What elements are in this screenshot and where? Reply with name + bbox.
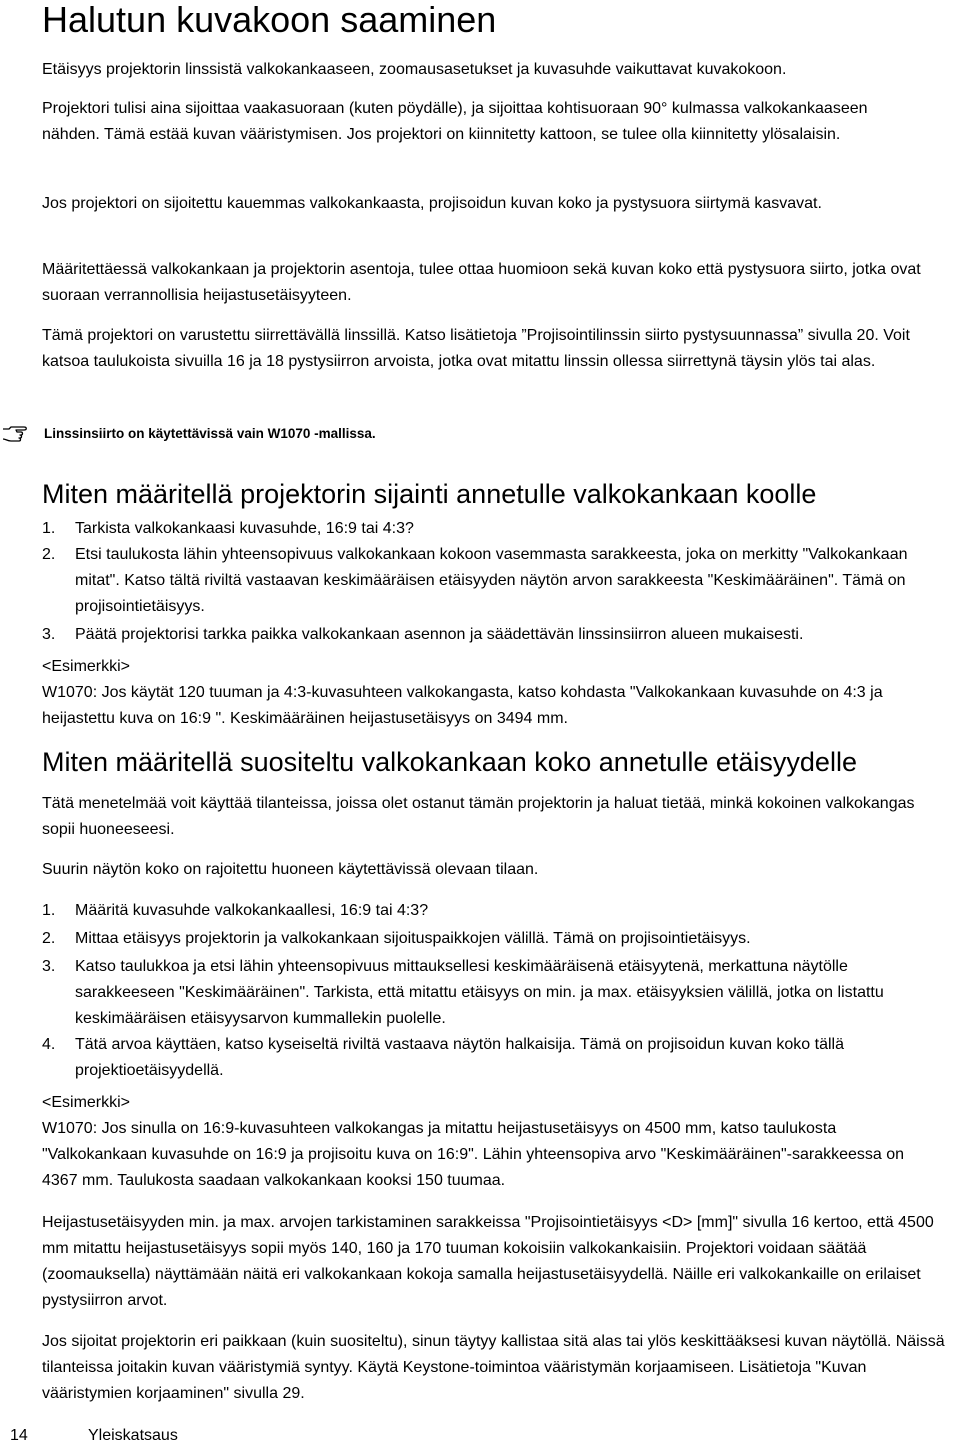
list-item [42,516,942,542]
list-item [42,954,942,1032]
example-text: W1070: Jos käytät 120 tuuman ja 4:3-kuvasuhteen valkokangasta, katso kohdasta "Valkokankaan kuvasuhde on 4:3 ja heijastettu kuva on 16:9 ". Keskimääräinen heijastusetäisyys on 3494 mm. [42,684,883,727]
list-item-text: Etsi taulukosta lähin yhteensopivuus valkokankaan kokoon vasemmasta sarakkeesta, joka on merkitty "Valkokankaan mitat". Katso tältä riviltä vastaavan keskimääräisen etäisyyden näytön arvon sarakkeesta "Keskimääräinen". Tämä on projisointietäisyys. [75,546,908,615]
list-item-number: 4. [42,1036,56,1053]
list-item-text: Tätä arvoa käyttäen, katso kyseiseltä riviltä vastaava näytön halkaisija. Tämä on projisoidun kuvan koko tällä projektioetäisyydellä. [75,1036,844,1079]
intro-paragraph-3: Jos projektori on sijoitettu kauemmas valkokankaasta, projisoidun kuvan koko ja pystysuora siirtymä kasvavat. [42,195,822,212]
list-item [42,622,960,648]
note-text: Linssinsiirto on käytettävissä vain W1070 -mallissa. [44,426,376,441]
intro-paragraph-1: Etäisyys projektorin linssistä valkokankaaseen, zoomausasetukset ja kuvasuhde vaikuttavat kuvakokoon. [42,61,787,78]
list-item-text: Päätä projektorisi tarkka paikka valkokankaan asennon ja säädettävän linssinsiirron alueen mukaisesti. [75,626,804,643]
intro-paragraph-5: Tämä projektori on varustettu siirrettävällä linssillä. Katso lisätietoja ”Projisointilinssin siirto pystysuunnassa” sivulla 20. Voit katsoa taulukoista sivuilla 16 ja 18 pystysiirron arvoista, jotka ovat mitattu linssin ollessa siirrettynä täysin ylös tai alas. [42,327,910,370]
pointing-hand-icon [2,422,38,446]
list-item-number: 3. [42,958,56,975]
section-intro-1: Tätä menetelmää voit käyttää tilanteissa, joissa olet ostanut tämän projektorin ja haluat tietää, minkä kokoinen valkokangas sopii huoneeseesi. [42,795,915,838]
footer-section-name: Yleiskatsaus [88,1427,178,1444]
page-title: Halutun kuvakoon saaminen [42,0,497,40]
page-number: 14 [10,1427,28,1444]
list-item-text: Mittaa etäisyys projektorin ja valkokankaan sijoituspaikkojen välillä. Tämä on projisointietäisyys. [75,930,751,947]
list-item-text: Katso taulukkoa ja etsi lähin yhteensopivuus mittauksellesi keskimääräisenä etäisyytenä, merkattuna näytölle sarakkeeseen "Keskimääräinen". Tarkista, että mitattu etäisyys on min. ja max. etäisyyksien välillä, jotka on listattu keskimääräisen etäisyysarvon kummallekin puolelle. [75,958,884,1027]
list-item [42,898,942,924]
list-item-text: Määritä kuvasuhde valkokankaallesi, 16:9 tai 4:3? [75,902,429,919]
list-item-number: 2. [42,930,56,947]
example-label: <Esimerkki> [42,1094,131,1111]
list-item-number: 3. [42,626,56,643]
list-item-text: Tarkista valkokankaasi kuvasuhde, 16:9 tai 4:3? [75,520,414,537]
example-label: <Esimerkki> [42,658,131,675]
list-item [42,926,942,952]
list-item-number: 1. [42,902,56,919]
intro-paragraph-4: Määritettäessä valkokankaan ja projektorin asentoja, tulee ottaa huomioon sekä kuvan koko että pystysuora siirto, jotka ovat suoraan verrannollisia heijastusetäisyyteen. [42,261,921,304]
paragraph-keystone: Jos sijoitat projektorin eri paikkaan (kuin suositeltu), sinun täytyy kallistaa sitä alas tai ylös keskittääksesi kuvan näytöllä. Näissä tilanteissa joitakin kuvan vääristymiä syntyy. Käytä Keystone-toimintoa vääristymän korjaamiseen. Lisätietoja "Kuvan vääristymien korjaaminen" sivulla 29. [42,1333,945,1402]
paragraph-min-max: Heijastusetäisyyden min. ja max. arvojen tarkistaminen sarakkeissa "Projisointietäisyys <D> [mm]" sivulla 16 kertoo, että 4500 mm mitattu heijastusetäisyys sopii myös 140, 160 ja 170 tuuman kokoisiin valkokankaisiin. Projektori voidaan säätää (zoomauksella) näyttämään näitä eri valkokankaan kokoja samalla heijastusetäisyydellä. Näille eri valkokankaille on erilaiset pystysiirron arvot. [42,1214,934,1309]
section-heading-position: Miten määritellä projektorin sijainti annetulle valkokankaan koolle [42,479,817,509]
list-item-number: 1. [42,520,56,537]
intro-paragraph-2: Projektori tulisi aina sijoittaa vaakasuoraan (kuten pöydälle), ja sijoittaa kohtisuoraan 90° kulmassa valkokankaaseen nähden. Tämä estää kuvan vääristymisen. Jos projektori on kiinnitetty kattoon, se tulee olla kiinnitetty ylösalaisin. [42,100,868,143]
section-intro-2: Suurin näytön koko on rajoitettu huoneen käytettävissä olevaan tilaan. [42,861,539,878]
section-heading-screen-size: Miten määritellä suositeltu valkokankaan koko annetulle etäisyydelle [42,747,857,777]
list-item-number: 2. [42,546,56,563]
example-text: W1070: Jos sinulla on 16:9-kuvasuhteen valkokangas ja mitattu heijastusetäisyys on 4500 mm, katso taulukosta "Valkokankaan kuvasuhde on 16:9 ja projisoitu kuva on 16:9". Lähin yhteensopiva arvo "Keskimääräinen"-sarakkeessa on 4367 mm. Taulukosta saadaan valkokankaan kooksi 150 tuumaa. [42,1120,905,1189]
list-item [42,1032,942,1084]
list-item [42,542,942,620]
